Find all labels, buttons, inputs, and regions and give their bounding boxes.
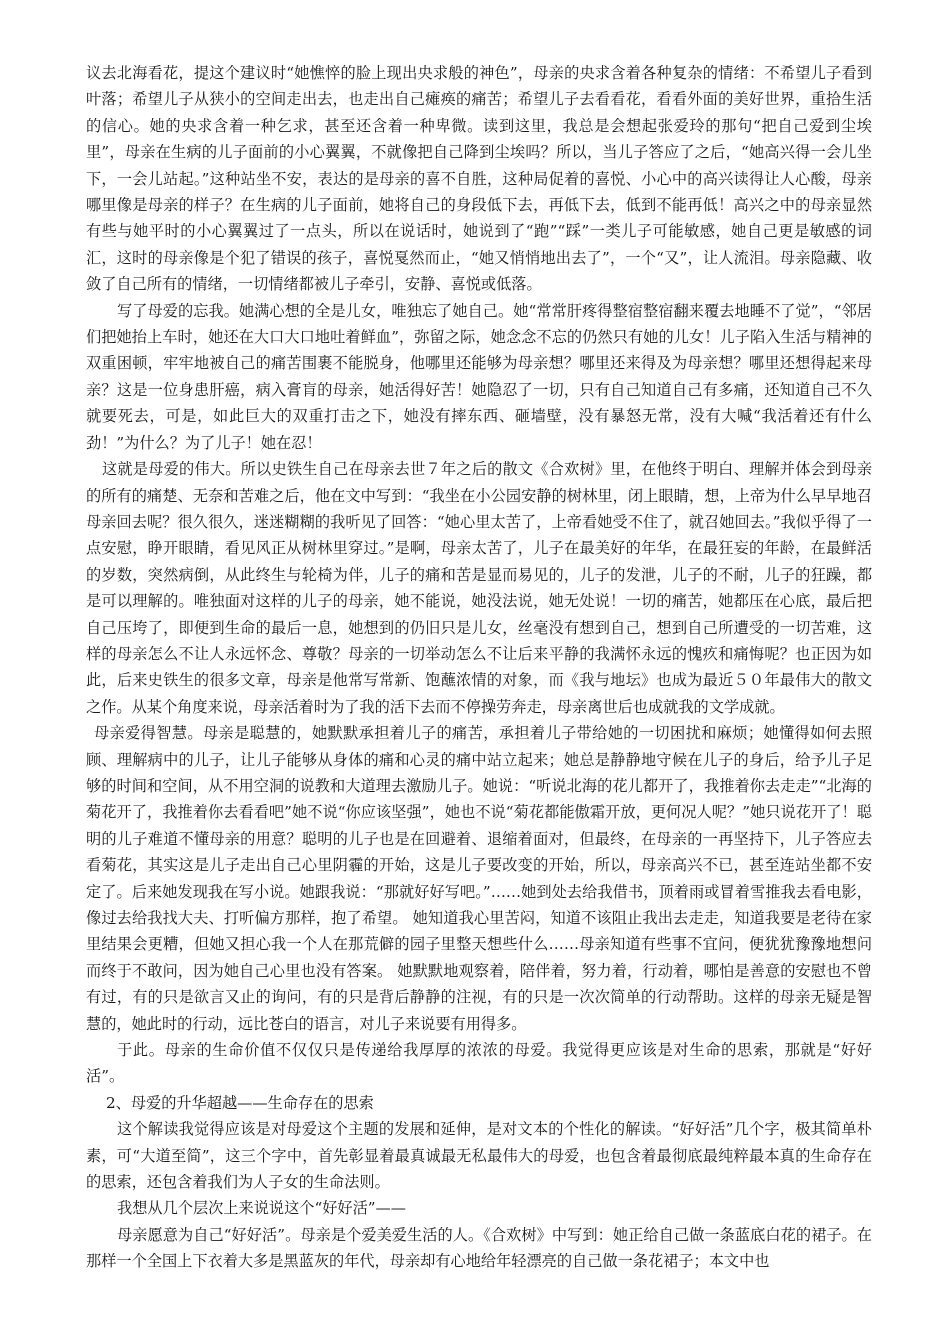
section-heading: 2、母爱的升华超越——生命存在的思索 (106, 1093, 374, 1112)
paragraph: 母亲爱得智慧。母亲是聪慧的，她默默承担着儿子的痛苦，承担着儿子带给她的一切困扰和麻烦；她懂得如何去照顾、理解病中的儿子，让儿子能够从身体的痛和心灵的痛中站立起来；她总是静静地守候在儿子的身后，给予儿子足够的时间和空间，从不用空洞的说教和大道理去激励儿子。她说：“听说北海的花儿都开了，我推着你去走走”“北海的菊花开了，我推着你去看看吧”她不说“你应该坚强”，她也不说“菊花都能傲霜开放，更何况人呢？”她只说花开了！聪明的儿子难道不懂母亲的用意？聪明的儿子也是在回避着、退缩着面对，但最终，在母亲的一再坚持下，儿子答应去看菊花，其实这是儿子走出自己心里阴霾的开始，这是儿子要改变的开始，所以，母亲高兴不已，甚至连站坐都不安定了。后来她发现我在写小说。她跟我说：“那就好好写吧。”……她到处去给我借书，顶着雨或冒着雪推我去看电影，像过去给我找大夫、打听偏方那样，抱了希望。 她知道我心里苦闷，知道不该阻止我出去走走，知道我要是老待在家里结果会更糟，但她又担心我一个人在那荒僻的园子里整天想些什么……母亲知道有些事不宜问，便犹犹豫豫地想问而终于不敢问，因为她自己心里也没有答案。 她默默地观察着，陪伴着，努力着，行动着，哪怕是善意的安慰也不曾有过，有的只是欲言又止的询问，有的只是背后静静的注视，有的只是一次次简单的行动帮助。这样的母亲无疑是智慧的，她此时的行动，远比苍白的语言，对儿子来说要有用得多。 (86, 724, 872, 1033)
paragraph: 母亲愿意为自己“好好活”。母亲是个爱美爱生活的人。《合欢树》中写到：她正给自己做一条蓝底白花的裙子。在那样一个全国上下衣着大多是黑蓝灰的年代，母亲却有心地给年轻漂亮的自己做一条花裙子；本文中也 (86, 1225, 872, 1271)
paragraph: 于此。母亲的生命价值不仅仅只是传递给我厚厚的浓浓的母爱。我觉得更应该是对生命的思索，那就是“好好活”。 (86, 1041, 872, 1086)
document-body (86, 60, 872, 1275)
paragraph: 这个解读我觉得应该是对母爱这个主题的发展和延伸，是对文本的个性化的解读。“好好活”几个字，极其简单朴素，可“大道至简”，这三个字中，首先彰显着最真诚最无私最伟大的母爱，也包含着最彻底最纯粹最本真的生命存在的思索，还包含着我们为人子女的生命法则。 (86, 1120, 872, 1192)
paragraph: 我想从几个层次上来说说这个“好好活”—— (117, 1199, 406, 1218)
paragraph: 这就是母爱的伟大。所以史铁生自己在母亲去世７年之后的散文《合欢树》里，在他终于明白、理解并体会到母亲的所有的痛楚、无奈和苦难之后，他在文中写到：“我坐在小公园安静的树林里，闭上眼睛，想，上帝为什么早早地召母亲回去呢？很久很久，迷迷糊糊的我听见了回答：“她心里太苦了，上帝看她受不住了，就召她回去。”我似乎得了一点安慰，睁开眼睛，看见风正从树林里穿过。”是啊，母亲太苦了，儿子在最美好的年华，在最狂妄的年龄，在最鲜活的岁数，突然病倒，从此终生与轮椅为伴，儿子的痛和苦是显而易见的，儿子的发泄，儿子的不耐，儿子的狂躁，都是可以理解的。唯独面对这样的儿子的母亲，她不能说，她没法说，她无处说！一切的痛苦，她都压在心底，最后把自己压垮了，即便到生命的最后一息，她想到的仍旧只是儿女，丝毫没有想到自己，想到自己所遭受的一切苦难，这样的母亲怎么不让人永远怀念、尊敬？母亲的一切举动怎么不让后来平静的我满怀永远的愧疚和痛悔呢？也正因为如此，后来史铁生的很多文章，母亲是他常写常新、饱蘸浓情的对象，而《我与地坛》也成为最近５０年最伟大的散文之作。从某个角度来说，母亲活着时为了我的活下去而不停操劳奔走，母亲离世后也成就我的文学成就。 (86, 460, 872, 716)
paragraph: 写了母爱的忘我。她满心想的全是儿女，唯独忘了她自己。她“常常肝疼得整宿整宿翻来覆去地睡不了觉”，“邻居们把她抬上车时，她还在大口大口地吐着鲜血”，弥留之际，她念念不忘的仍然只有她的儿女！儿子陷入生活与精神的双重困顿，牢牢地被自己的痛苦围裹不能脱身，他哪里还能够为母亲想？哪里还来得及为母亲想？哪里还想得起来母亲？这是一位身患肝癌，病入膏肓的母亲，她活得好苦！她隐忍了一切，只有自己知道自己有多痛，还知道自己不久就要死去，可是，如此巨大的双重打击之下，她没有摔东西、砸墙壁，没有暴怒无常，没有大喊“我活着还有什么劲！”为什么？为了儿子！她在忍！ (86, 301, 872, 452)
paragraph: 议去北海看花，提这个建议时“她憔悴的脸上现出央求般的神色”，母亲的央求含着各种复杂的情绪：不希望儿子看到叶落；希望儿子从狭小的空间走出去，也走出自己瘫痪的痛苦；希望儿子去看看花，看看外面的美好世界，重拾生活的信心。她的央求含着一种乞求，甚至还含着一种卑微。读到这里，我总是会想起张爱玲的那句“把自己爱到尘埃里”，母亲在生病的儿子面前的小心翼翼，不就像把自己降到尘埃吗？所以，当儿子答应了之后，“她高兴得一会儿坐下，一会儿站起。”这种站坐不安，表达的是母亲的喜不自胜，这种局促着的喜悦、小心中的高兴读得让人心酸，母亲哪里像是母亲的样子？在生病的儿子面前，她将自己的身段低下去，再低下去，低到不能再低！高兴之中的母亲显然有些与她平时的小心翼翼过了一点头，所以在说话时，她说到了“跑”“踩”一类儿子可能敏感，她自己更是敏感的词汇，这时的母亲像是个犯了错误的孩子，喜悦戛然而止，“她又悄悄地出去了”，一个“又”，让人流泪。母亲隐藏、收敛了自己所有的情绪，一切情绪都被儿子牵引，安静、喜悦或低落。 (86, 64, 872, 294)
